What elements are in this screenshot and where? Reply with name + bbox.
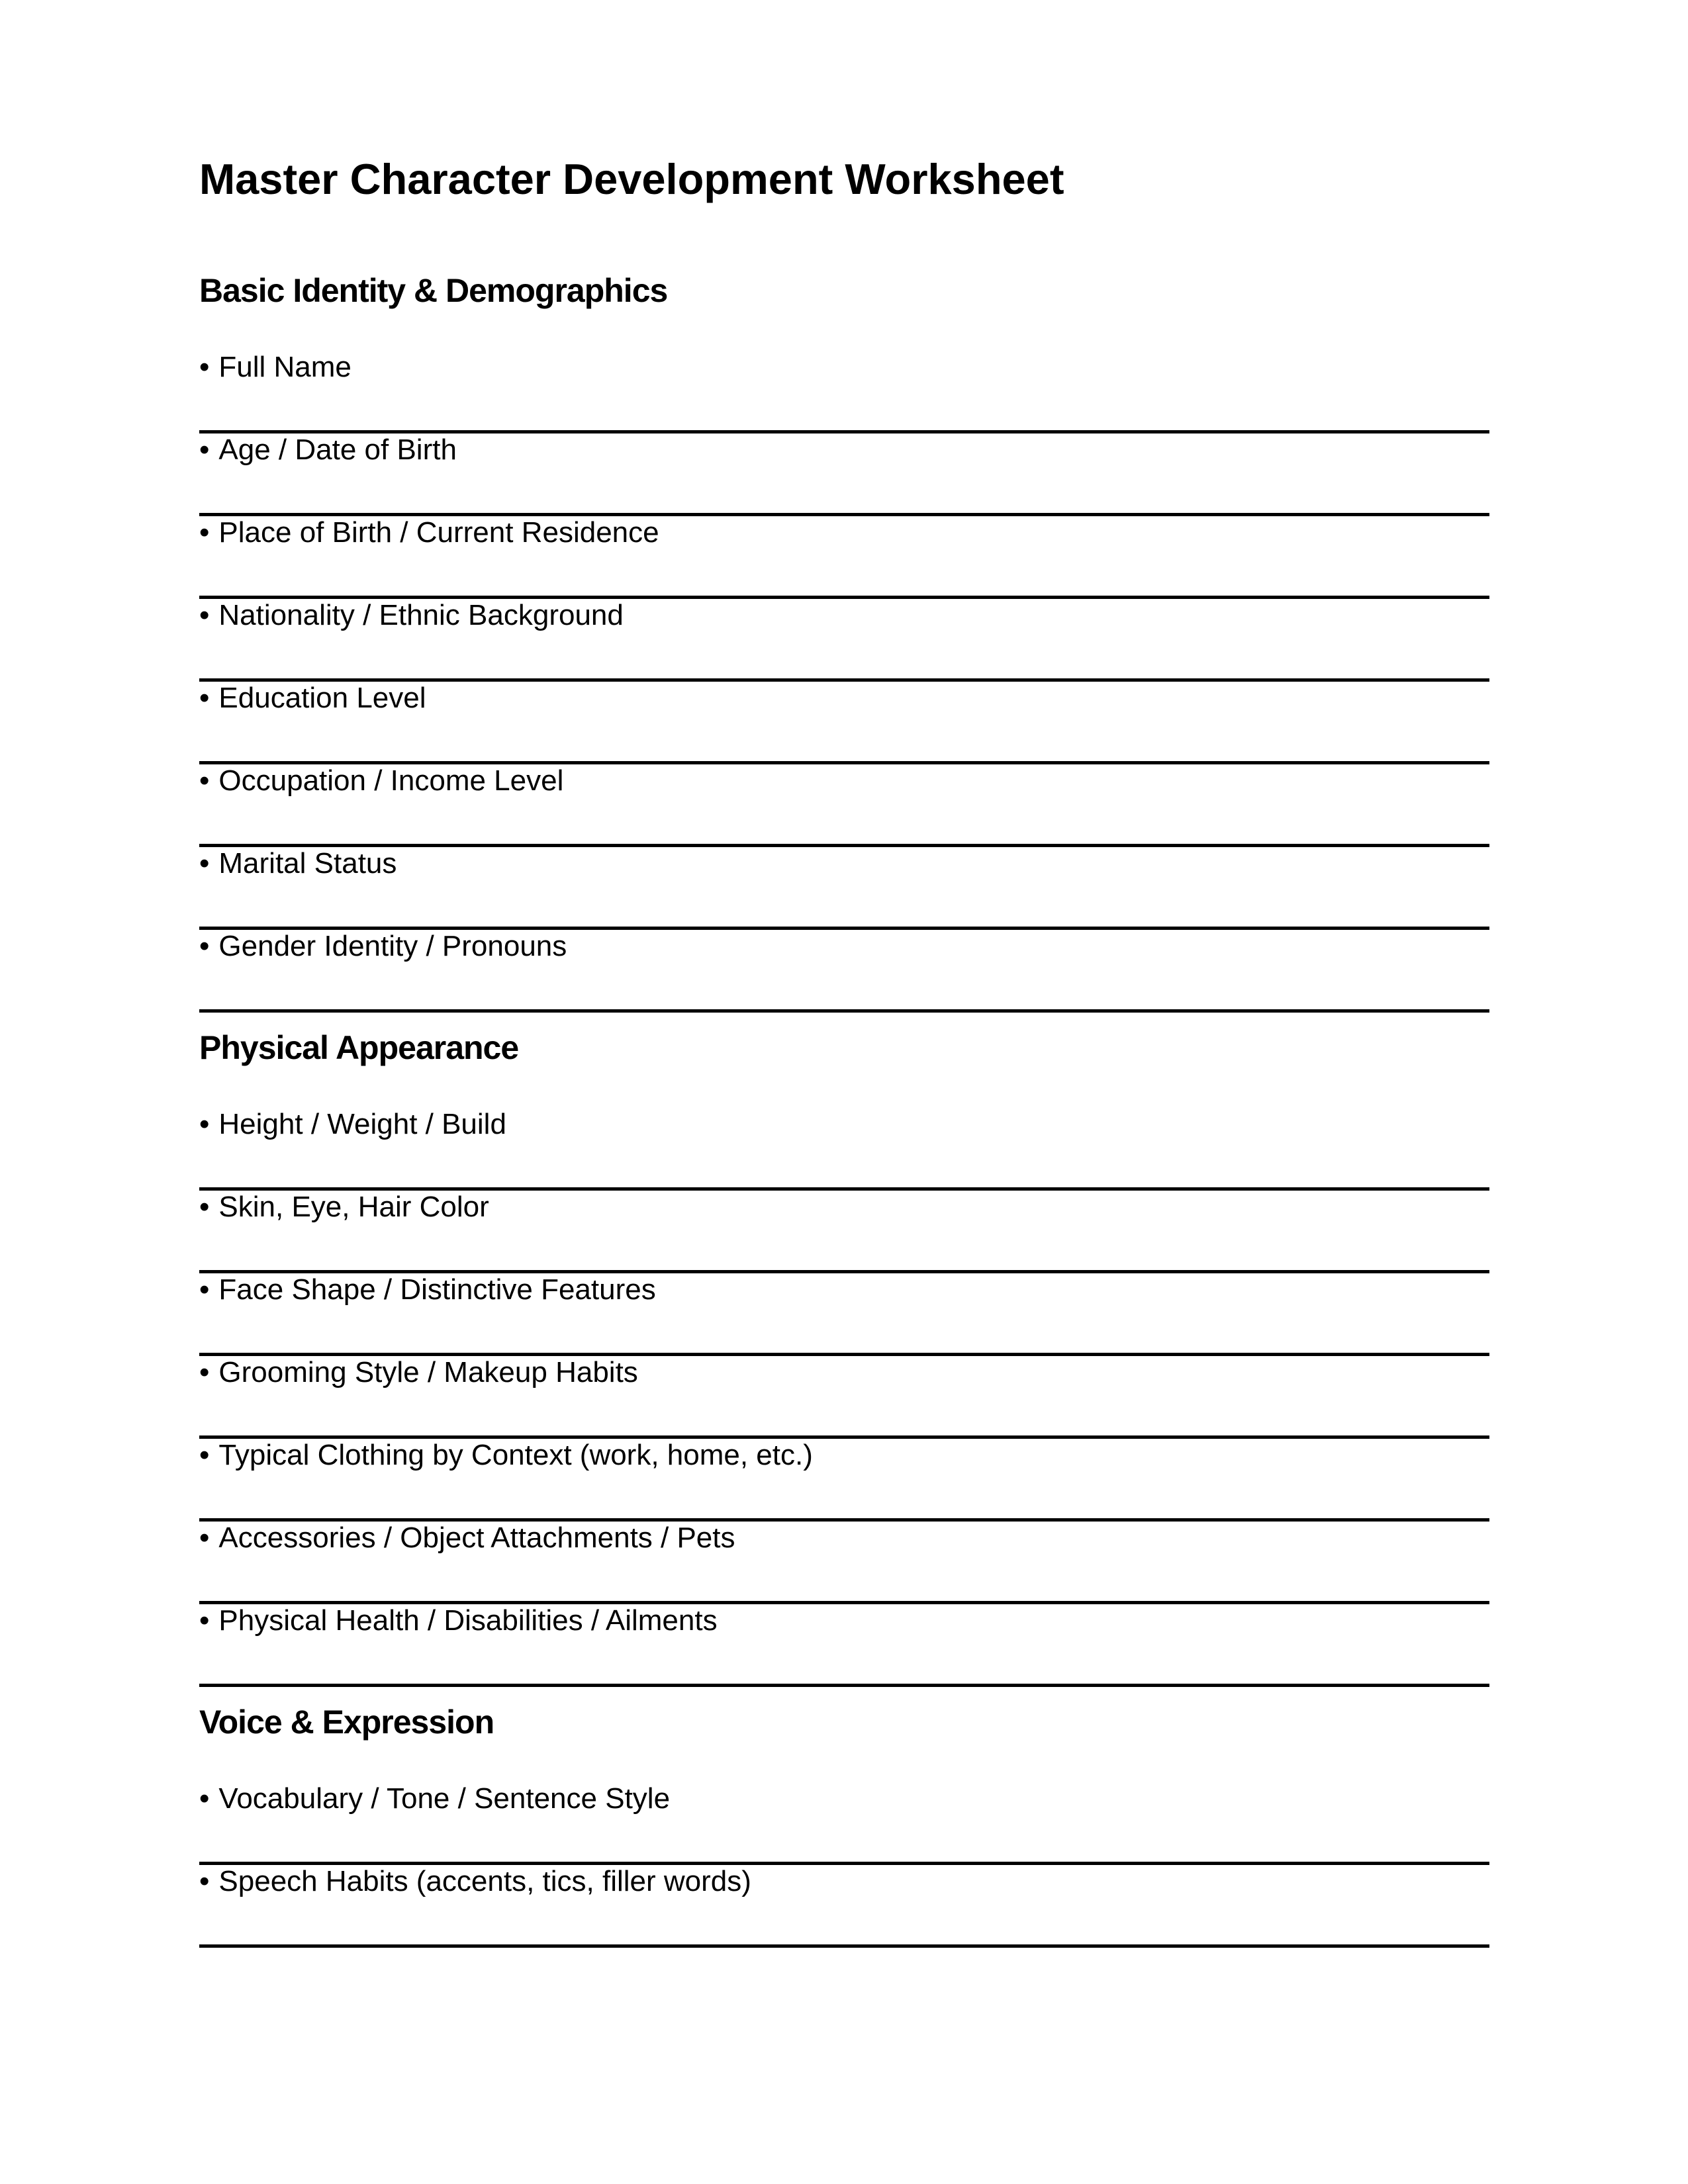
field-physical-health-disabilities-ailments: [199, 1604, 1489, 1687]
write-in-line: [199, 1009, 1489, 1013]
bullet-icon: [199, 1865, 209, 1898]
field-label-text: Full Name: [218, 351, 352, 383]
field-label: [199, 1865, 1489, 1898]
field-label-text: Marital Status: [218, 847, 397, 880]
field-label-text: Skin, Eye, Hair Color: [218, 1191, 489, 1223]
field-label-text: Nationality / Ethnic Background: [218, 599, 624, 631]
field-full-name: [199, 351, 1489, 433]
field-speech-habits: [199, 1865, 1489, 1948]
field-label-text: Place of Birth / Current Residence: [218, 516, 659, 549]
write-in-line: [199, 1944, 1489, 1948]
field-label-text: Accessories / Object Attachments / Pets: [218, 1522, 735, 1554]
bullet-icon: [199, 1604, 209, 1637]
field-label-text: Occupation / Income Level: [218, 764, 564, 797]
field-place-of-birth-current-residence: [199, 516, 1489, 599]
field-label-text: Education Level: [218, 682, 426, 714]
bullet-icon: [199, 1273, 209, 1306]
field-label: [199, 1522, 1489, 1555]
field-label-text: Speech Habits (accents, tics, filler words): [218, 1865, 751, 1897]
field-education-level: [199, 682, 1489, 764]
section-heading-physical-appearance: Physical Appearance: [199, 1029, 519, 1066]
field-label: [199, 1356, 1489, 1389]
field-label: [199, 433, 1489, 467]
bullet-icon: [199, 1108, 209, 1141]
field-typical-clothing-by-context: [199, 1439, 1489, 1522]
bullet-icon: [199, 1356, 209, 1389]
field-height-weight-build: [199, 1108, 1489, 1191]
field-label: [199, 1439, 1489, 1472]
field-gender-identity-pronouns: [199, 930, 1489, 1013]
bullet-icon: [199, 433, 209, 467]
bullet-icon: [199, 1439, 209, 1472]
bullet-icon: [199, 847, 209, 880]
field-label-text: Gender Identity / Pronouns: [218, 930, 567, 962]
field-label-text: Height / Weight / Build: [218, 1108, 506, 1140]
bullet-icon: [199, 599, 209, 632]
field-nationality-ethnic-background: [199, 599, 1489, 682]
bullet-icon: [199, 1782, 209, 1815]
field-label: [199, 1191, 1489, 1224]
field-label-text: Typical Clothing by Context (work, home, etc.): [218, 1439, 813, 1471]
bullet-icon: [199, 351, 209, 384]
bullet-icon: [199, 516, 209, 549]
section-heading-basic-identity: Basic Identity & Demographics: [199, 272, 668, 309]
field-vocabulary-tone-sentence-style: [199, 1782, 1489, 1865]
field-label-text: Physical Health / Disabilities / Ailments: [218, 1604, 718, 1637]
page-title: Master Character Development Worksheet: [199, 155, 1064, 203]
bullet-icon: [199, 1191, 209, 1224]
field-accessories-object-attachments-pets: [199, 1522, 1489, 1604]
field-label: [199, 1782, 1489, 1815]
field-label: [199, 351, 1489, 384]
write-in-line: [199, 1684, 1489, 1687]
field-marital-status: [199, 847, 1489, 930]
field-label: [199, 847, 1489, 880]
bullet-icon: [199, 764, 209, 797]
field-face-shape-distinctive-features: [199, 1273, 1489, 1356]
field-label: [199, 1604, 1489, 1637]
field-label: [199, 930, 1489, 963]
field-label: [199, 682, 1489, 715]
field-label-text: Grooming Style / Makeup Habits: [218, 1356, 638, 1388]
field-skin-eye-hair-color: [199, 1191, 1489, 1273]
field-label: [199, 1108, 1489, 1141]
field-grooming-style-makeup-habits: [199, 1356, 1489, 1439]
page-content: [199, 0, 1489, 1948]
bullet-icon: [199, 682, 209, 715]
field-label: [199, 764, 1489, 797]
field-label-text: Face Shape / Distinctive Features: [218, 1273, 656, 1306]
field-label: [199, 1273, 1489, 1306]
field-label-text: Age / Date of Birth: [218, 433, 457, 466]
field-label: [199, 516, 1489, 549]
bullet-icon: [199, 930, 209, 963]
field-label-text: Vocabulary / Tone / Sentence Style: [218, 1782, 671, 1815]
section-heading-voice-expression: Voice & Expression: [199, 1704, 494, 1741]
field-occupation-income-level: [199, 764, 1489, 847]
bullet-icon: [199, 1522, 209, 1555]
field-label: [199, 599, 1489, 632]
field-age-date-of-birth: [199, 433, 1489, 516]
